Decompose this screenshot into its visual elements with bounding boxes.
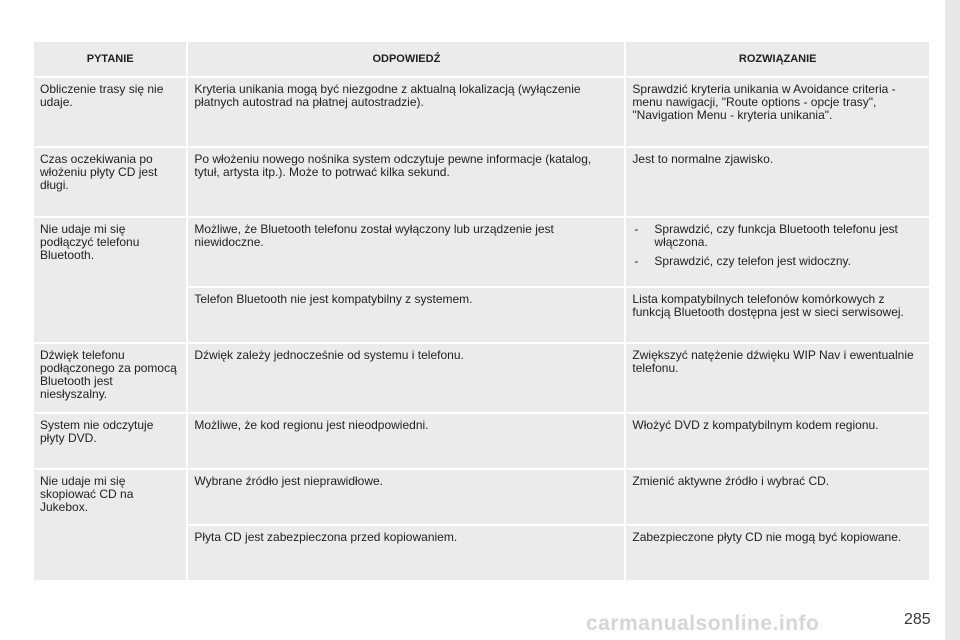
answer-cell: Możliwe, że Bluetooth telefonu został wyłączony lub urządzenie jest niewidoczne. (187, 217, 625, 287)
answer-cell: Dźwięk zależy jednocześnie od systemu i telefonu. (187, 343, 625, 413)
watermark-text: carmanualsonline.info (586, 612, 820, 635)
header-question: PYTANIE (33, 41, 187, 77)
solution-cell: Zabezpieczone płyty CD nie mogą być kopiowane. (625, 525, 930, 581)
solution-cell: Zmienić aktywne źródło i wybrać CD. (625, 469, 930, 525)
table-row (33, 343, 930, 413)
answer-cell: Możliwe, że kod regionu jest nieodpowiedni. (187, 413, 625, 469)
question-cell: Obliczenie trasy się nie udaje. (33, 77, 187, 147)
solution-cell: Włożyć DVD z kompatybilnym kodem regionu. (625, 413, 930, 469)
table-row (33, 469, 930, 525)
answer-cell: Płyta CD jest zabezpieczona przed kopiowaniem. (187, 525, 625, 581)
answer-cell: Kryteria unikania mogą być niezgodne z aktualną lokalizacją (wyłączenie płatnych autostrad na płatnej autostradzie). (187, 77, 625, 147)
solution-cell (625, 217, 930, 287)
answer-cell: Po włożeniu nowego nośnika system odczytuje pewne informacje (katalog, tytuł, artysta itp.). Może to potrwać kilka sekund. (187, 147, 625, 217)
solution-list (632, 223, 923, 268)
header-solution: ROZWIĄZANIE (625, 41, 930, 77)
solution-cell: Zwiększyć natężenie dźwięku WIP Nav i ewentualnie telefonu. (625, 343, 930, 413)
right-margin-bar (945, 0, 960, 640)
solution-list-item: - Sprawdzić, czy telefon jest widoczny. (632, 255, 923, 268)
answer-cell: Telefon Bluetooth nie jest kompatybilny z systemem. (187, 287, 625, 343)
table-header-row (33, 41, 930, 77)
solution-cell: Jest to normalne zjawisko. (625, 147, 930, 217)
solution-cell: Lista kompatybilnych telefonów komórkowych z funkcją Bluetooth dostępna jest w sieci serwisowej. (625, 287, 930, 343)
solution-list-item: - Sprawdzić, czy funkcja Bluetooth telefonu jest włączona. (632, 223, 923, 249)
page-number: 285 (904, 611, 931, 628)
table-row (33, 77, 930, 147)
question-cell: System nie odczytuje płyty DVD. (33, 413, 187, 469)
solution-cell: Sprawdzić kryteria unikania w Avoidance criteria - menu nawigacji, "Route options - opcje trasy", "Navigation Menu - kryteria unikania". (625, 77, 930, 147)
table-row (33, 147, 930, 217)
question-cell: Dźwięk telefonu podłączonego za pomocą Bluetooth jest niesłyszalny. (33, 343, 187, 413)
question-cell: Nie udaje mi się skopiować CD na Jukebox. (33, 469, 187, 581)
question-cell: Czas oczekiwania po włożeniu płyty CD jest długi. (33, 147, 187, 217)
table-row (33, 217, 930, 287)
header-answer: ODPOWIEDŹ (187, 41, 625, 77)
answer-cell: Wybrane źródło jest nieprawidłowe. (187, 469, 625, 525)
question-cell: Nie udaje mi się podłączyć telefonu Bluetooth. (33, 217, 187, 343)
table-row (33, 413, 930, 469)
troubleshooting-table (32, 40, 931, 582)
